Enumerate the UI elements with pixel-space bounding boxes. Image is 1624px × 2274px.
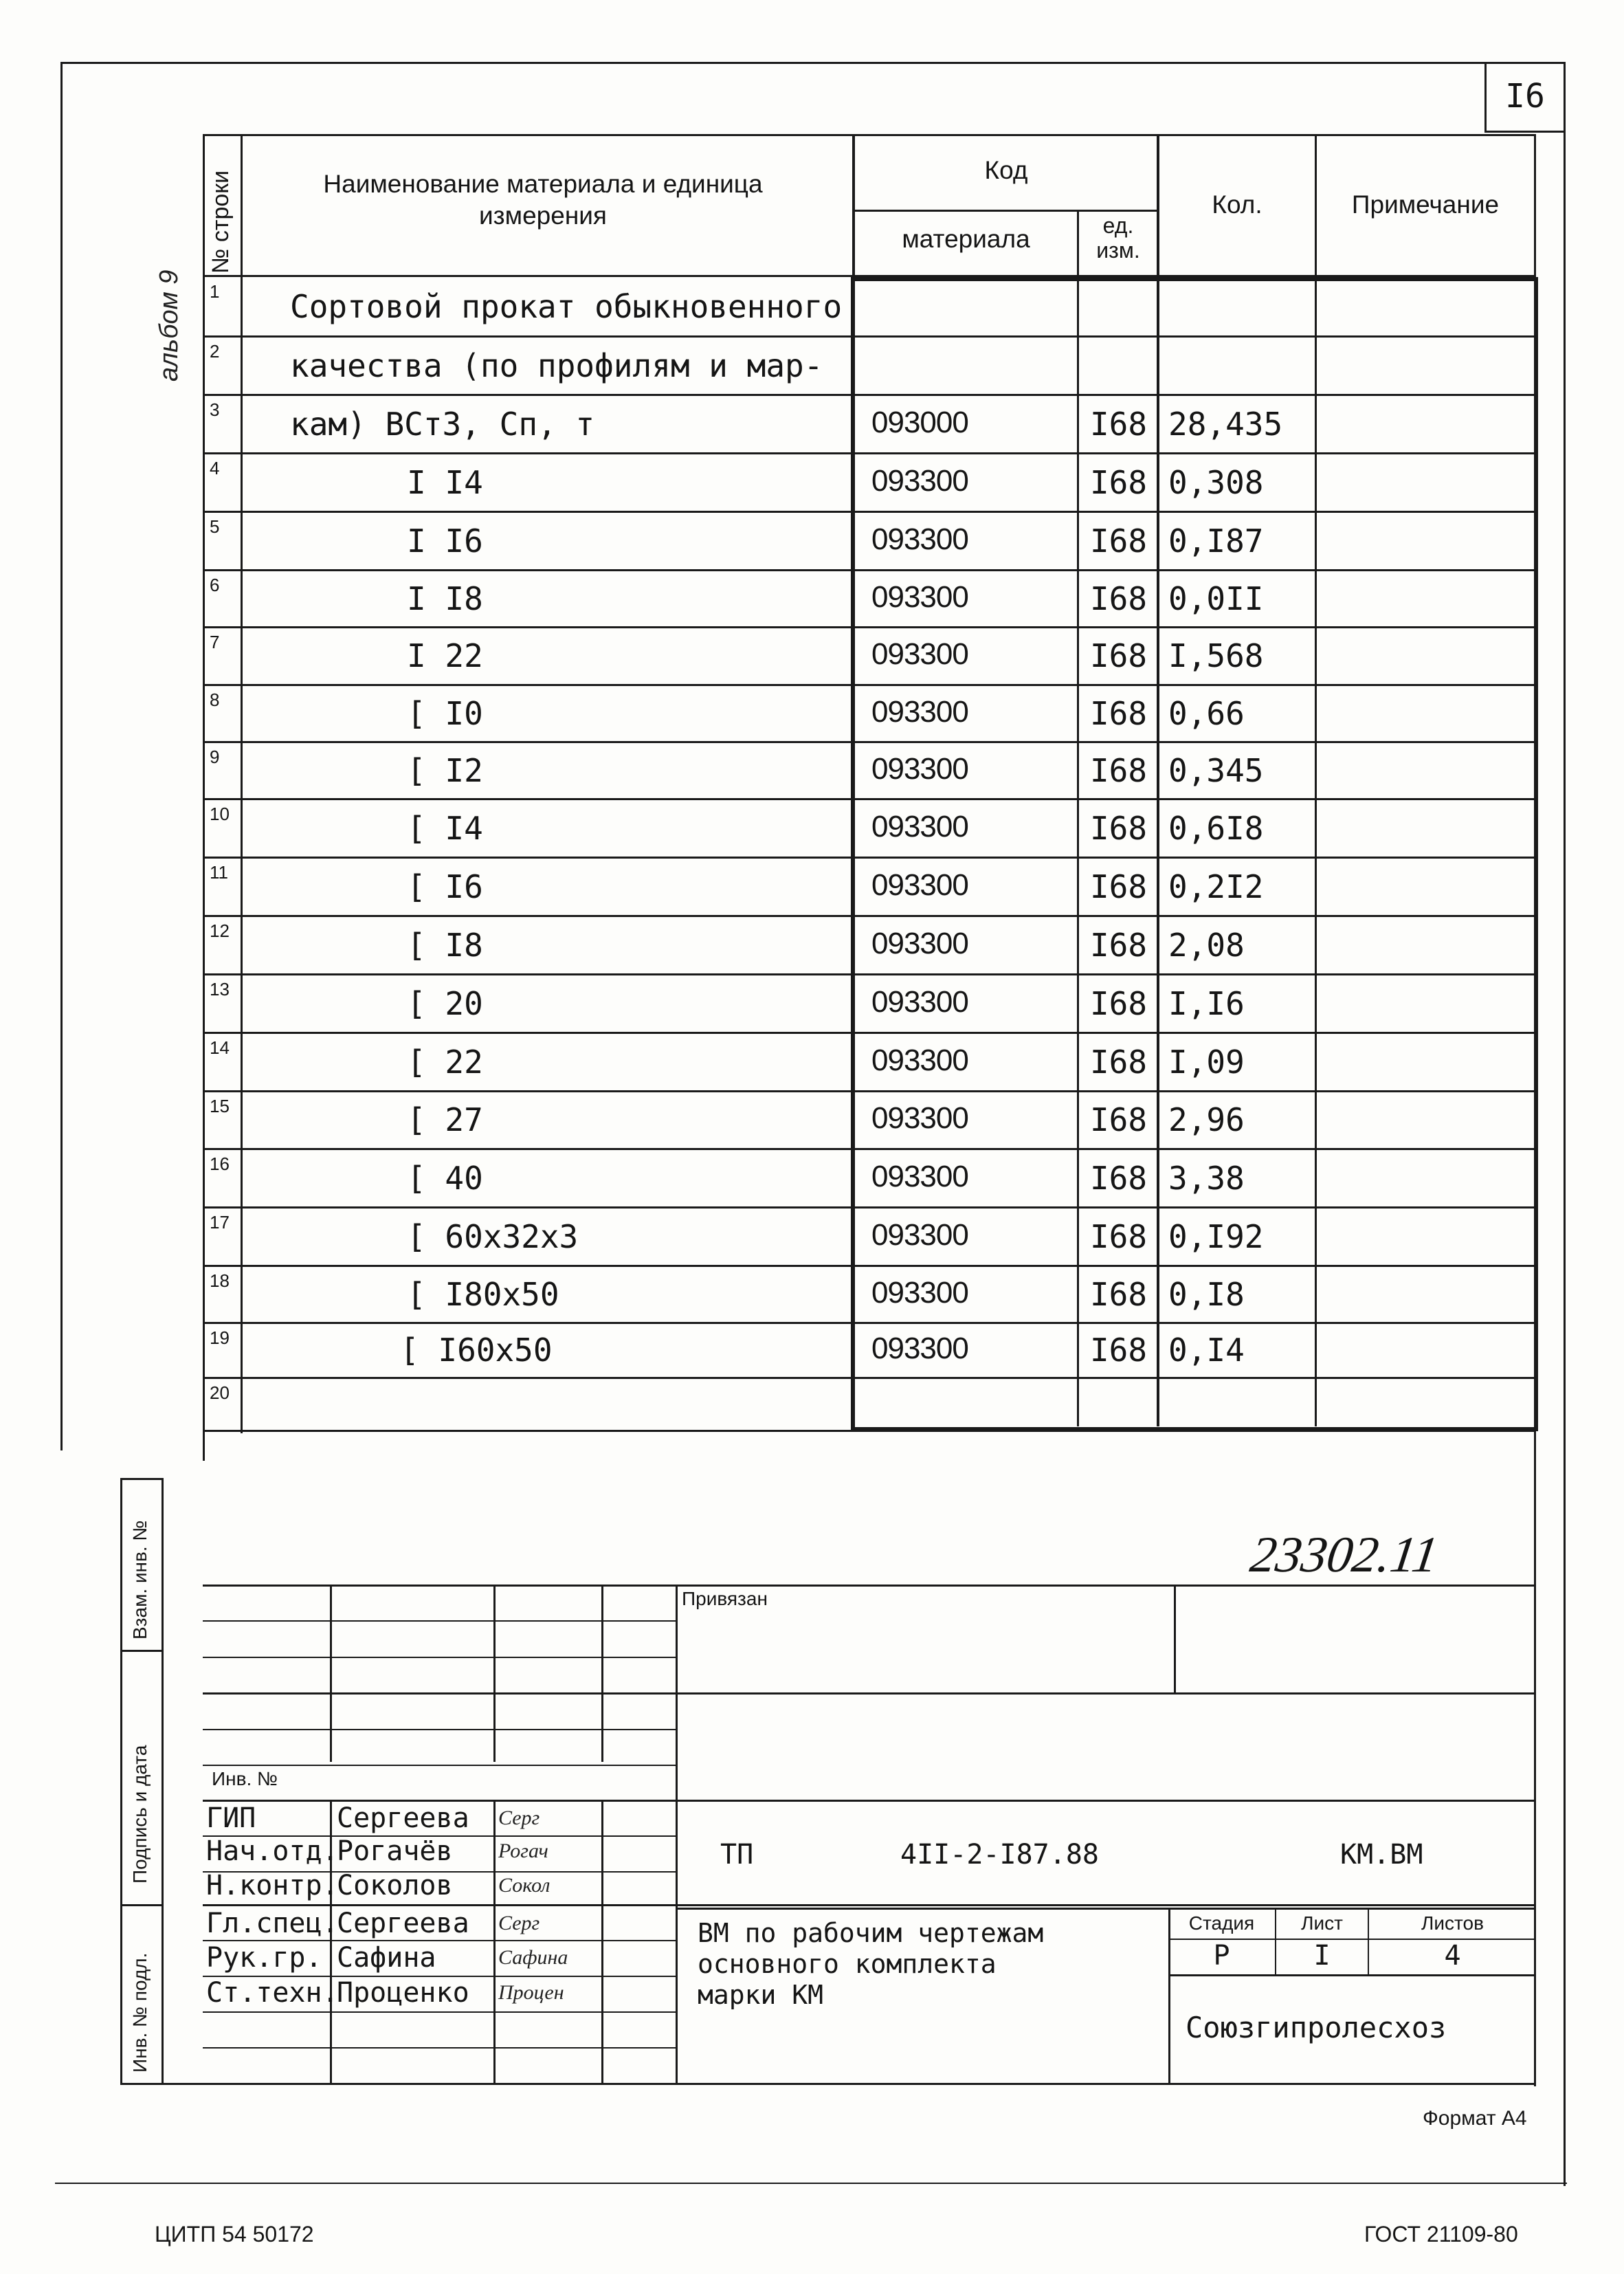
staff-signature: Серг (498, 1807, 540, 1829)
stamp-grid-v2b (493, 1801, 496, 2083)
stamp-grid-v2 (493, 1585, 496, 1762)
row-unit: I68 (1089, 1332, 1148, 1369)
row-name: I I4 (407, 463, 483, 501)
row-name: Сортовой прокат обыкновенного (290, 287, 843, 325)
stamp-grid-h3 (203, 1692, 1536, 1695)
row-qty: 0,I87 (1168, 522, 1264, 560)
header-code-material: материала (902, 225, 1030, 253)
doc-title-line-2: основного комплекта (698, 1949, 997, 1979)
row-name: качества (по профилям и мар- (290, 346, 823, 384)
row-number: 14 (210, 1037, 230, 1058)
row-number: 10 (210, 804, 230, 824)
row-unit: I68 (1089, 1043, 1148, 1081)
row-name: [ I80x50 (407, 1275, 559, 1313)
row-name: I I6 (407, 522, 483, 560)
row-code: 093000 (871, 405, 968, 439)
row-number: 9 (210, 747, 220, 767)
staff-signature: Серг (498, 1912, 540, 1934)
staff-signature: Сокол (498, 1874, 550, 1897)
staff-name: Сафина (337, 1942, 436, 1974)
row-code: 093300 (871, 463, 968, 498)
stage-value: Р (1213, 1940, 1230, 1972)
footer-left: ЦИТП 54 50172 (155, 2222, 314, 2247)
sheet-box-bottom (1484, 131, 1566, 133)
bottom-trim-line (55, 2183, 1567, 2184)
stamp-bottom (120, 2083, 1536, 2085)
stamp-grid-h4 (203, 1729, 677, 1730)
side-strip-top (120, 1478, 164, 1480)
row-separator (203, 452, 1536, 454)
staff-role: Гл.спец. (206, 1908, 339, 1939)
staff-signature: Рогач (498, 1840, 548, 1862)
row-qty: 0,0II (1168, 579, 1264, 617)
row-unit: I68 (1089, 984, 1148, 1022)
row-unit: I68 (1089, 694, 1148, 732)
row-number: 19 (210, 1327, 230, 1348)
doc-number: 4II-2-I87.88 (900, 1839, 1099, 1870)
row-name: [ I2 (407, 751, 483, 789)
table-top (203, 134, 1536, 136)
row-separator (203, 569, 1536, 571)
row-unit: I68 (1089, 405, 1148, 443)
row-code: 093300 (871, 1043, 968, 1077)
row-separator (203, 1322, 1536, 1324)
stamp-grid-v3 (601, 1585, 603, 1762)
sheet-number: I6 (1505, 77, 1545, 115)
row-number: 12 (210, 920, 230, 941)
stamp-grid-h2 (203, 1657, 677, 1658)
stamp-grid-v1 (330, 1585, 332, 1762)
row-number: 15 (210, 1096, 230, 1116)
row-code: 093300 (871, 694, 968, 729)
row-unit: I68 (1089, 868, 1148, 905)
row-unit: I68 (1089, 579, 1148, 617)
table-left (203, 134, 205, 1461)
staff-name: Сергеева (337, 1802, 469, 1834)
row-name: I I8 (407, 579, 483, 617)
stamp-grid-h6 (203, 1800, 1536, 1802)
side-strip-inner (162, 1478, 164, 2083)
row-name: [ 27 (407, 1101, 483, 1138)
row-separator (203, 684, 1536, 686)
row-unit: I68 (1089, 637, 1148, 674)
row-separator (203, 1265, 1536, 1267)
row-separator (203, 335, 1536, 338)
row-separator (203, 973, 1536, 975)
row-number: 5 (210, 516, 220, 537)
inv-no-label: Инв. № (212, 1768, 278, 1789)
row-separator (203, 857, 1536, 859)
row-separator (203, 394, 1536, 396)
format-note: Формат А4 (1423, 2107, 1527, 2130)
row-number: 1 (210, 281, 220, 302)
col-line-name (241, 134, 243, 1433)
stage-label: Стадия (1188, 1912, 1255, 1934)
doc-prefix: ТП (720, 1839, 754, 1870)
handwritten-number: 23302.11 (1247, 1527, 1442, 1583)
row-separator (203, 1377, 1536, 1379)
row-name: [ I0 (407, 694, 483, 732)
outer-frame-top (60, 62, 1566, 64)
row-unit: I68 (1089, 522, 1148, 560)
row-qty: 0,345 (1168, 751, 1264, 789)
side-strip-div2 (120, 1904, 164, 1906)
row-qty: 2,96 (1168, 1101, 1245, 1138)
side-strip-div1 (120, 1650, 164, 1652)
row-number: 4 (210, 458, 220, 478)
row-separator (203, 798, 1536, 800)
row-code: 093300 (871, 809, 968, 843)
doc-title-line-3: марки КМ (698, 1980, 824, 2010)
row-code: 093300 (871, 1217, 968, 1252)
row-code: 093300 (871, 1332, 968, 1365)
stamp-grid-h1 (203, 1620, 677, 1622)
staff-signature: Сафина (498, 1946, 568, 1969)
row-separator (203, 1206, 1536, 1208)
staff-role: Н.контр. (206, 1870, 339, 1901)
outer-frame-right (1564, 62, 1566, 2186)
row-qty: 0,I4 (1168, 1332, 1245, 1369)
side-label-sign-date: Подпись и дата (129, 1745, 151, 1884)
sheets-value: 4 (1444, 1940, 1461, 1972)
header-name: Наименование материала и единица измерения (323, 170, 763, 230)
row-number: 8 (210, 689, 220, 710)
side-strip-outer (120, 1478, 122, 2083)
row-unit: I68 (1089, 809, 1148, 847)
header-code: Код (984, 156, 1028, 184)
row-name: [ 20 (407, 984, 483, 1022)
row-code: 093300 (871, 984, 968, 1019)
staff-name: Соколов (337, 1870, 453, 1901)
row-code: 093300 (871, 751, 968, 786)
row-number: 2 (210, 341, 220, 362)
row-qty: 0,308 (1168, 463, 1264, 501)
row-qty: I,I6 (1168, 984, 1245, 1022)
staff-role: Ст.техн. (206, 1977, 339, 2009)
row-code: 093300 (871, 868, 968, 902)
row-name: [ 22 (407, 1043, 483, 1081)
row-separator (203, 511, 1536, 513)
staff-name: Рогачёв (337, 1835, 453, 1867)
row-name: кам) ВСт3, Сп, т (290, 405, 595, 443)
privyazan-label: Привязан (682, 1588, 768, 1609)
privyazan-divider (1174, 1585, 1176, 1695)
row-unit: I68 (1089, 1159, 1148, 1197)
side-label-inv-orig: Инв. № подл. (129, 1952, 151, 2073)
staff-signature: Процен (498, 1981, 564, 2004)
row-qty: 0,I92 (1168, 1217, 1264, 1255)
stamp-grid-h12 (203, 2011, 677, 2013)
row-separator (203, 626, 1536, 628)
stamp-grid-h13 (203, 2047, 677, 2049)
organization: Союзгипролесхоз (1186, 2011, 1447, 2044)
row-qty: 28,435 (1168, 405, 1283, 443)
outer-frame-left (60, 62, 63, 1450)
row-code: 093300 (871, 1275, 968, 1310)
stamp-grid-v3b (601, 1801, 603, 2083)
footer-right: ГОСТ 21109-80 (1364, 2222, 1518, 2247)
row-name: I 22 (407, 637, 483, 674)
row-code: 093300 (871, 637, 968, 671)
sheets-label: Листов (1421, 1912, 1484, 1934)
row-code: 093300 (871, 1101, 968, 1135)
row-name: [ I6 (407, 868, 483, 905)
row-unit: I68 (1089, 1275, 1148, 1313)
row-unit: I68 (1089, 1217, 1148, 1255)
staff-role: Нач.отд. (206, 1835, 339, 1867)
header-row-no: № строки (208, 170, 234, 274)
stage-row-h2 (1168, 1974, 1536, 1976)
row-name: [ I4 (407, 809, 483, 847)
row-code: 093300 (871, 926, 968, 960)
stamp-grid-h5 (203, 1765, 677, 1766)
row-unit: I68 (1089, 463, 1148, 501)
row-code: 093300 (871, 1159, 968, 1193)
row-qty: I,568 (1168, 637, 1264, 674)
code-subheader-line (852, 210, 1159, 212)
row-unit: I68 (1089, 751, 1148, 789)
row-name: [ I8 (407, 926, 483, 964)
row-number: 3 (210, 399, 220, 420)
stamp-grid-v4 (676, 1585, 678, 2085)
staff-name: Проценко (337, 1977, 469, 2009)
staff-role: ГИП (206, 1802, 256, 1834)
row-qty: 0,66 (1168, 694, 1245, 732)
row-separator (203, 1090, 1536, 1092)
row-separator (203, 1148, 1536, 1150)
row-number: 17 (210, 1212, 230, 1233)
header-qty: Кол. (1212, 190, 1263, 219)
title-lower-line (676, 1908, 1536, 1910)
row-qty: 3,38 (1168, 1159, 1245, 1197)
sheet-label: Лист (1301, 1912, 1343, 1934)
row-number: 6 (210, 575, 220, 595)
stamp-top-line (203, 1585, 1536, 1587)
row-qty: 0,I8 (1168, 1275, 1245, 1313)
album-note: альбом 9 (155, 269, 183, 382)
header-code-unit: ед. изм. (1096, 213, 1140, 263)
row-number: 13 (210, 979, 230, 1000)
row-separator (203, 1032, 1536, 1034)
row-qty: 0,6I8 (1168, 809, 1264, 847)
row-unit: I68 (1089, 1101, 1148, 1138)
row-name: [ I60x50 (400, 1332, 553, 1369)
side-label-replaced-inv: Взам. инв. № (129, 1520, 151, 1640)
table-bottom (203, 1430, 1536, 1432)
data-box-border (851, 277, 1538, 1431)
row-qty: 2,08 (1168, 926, 1245, 964)
row-qty: 0,2I2 (1168, 868, 1264, 905)
staff-role: Рук.гр. (206, 1942, 322, 1974)
row-code: 093300 (871, 522, 968, 556)
doc-title-line-1: ВМ по рабочим чертежам (698, 1918, 1044, 1948)
row-name: [ 40 (407, 1159, 483, 1197)
row-name: [ 60x32x3 (407, 1217, 579, 1255)
stamp-grid-h10 (203, 1940, 677, 1941)
row-number: 11 (210, 862, 228, 883)
row-unit: I68 (1089, 926, 1148, 964)
doc-mark: КМ.ВМ (1340, 1839, 1423, 1870)
row-number: 18 (210, 1270, 230, 1291)
row-number: 7 (210, 632, 220, 652)
row-separator (203, 741, 1536, 743)
row-code: 093300 (871, 579, 968, 614)
row-number: 20 (210, 1382, 230, 1403)
row-separator (203, 915, 1536, 917)
stamp-grid-h9 (203, 1904, 1536, 1906)
staff-name: Сергеева (337, 1908, 469, 1939)
row-number: 16 (210, 1153, 230, 1174)
row-qty: I,09 (1168, 1043, 1245, 1081)
header-note: Примечание (1351, 190, 1500, 219)
sheet-value: I (1313, 1940, 1331, 1972)
